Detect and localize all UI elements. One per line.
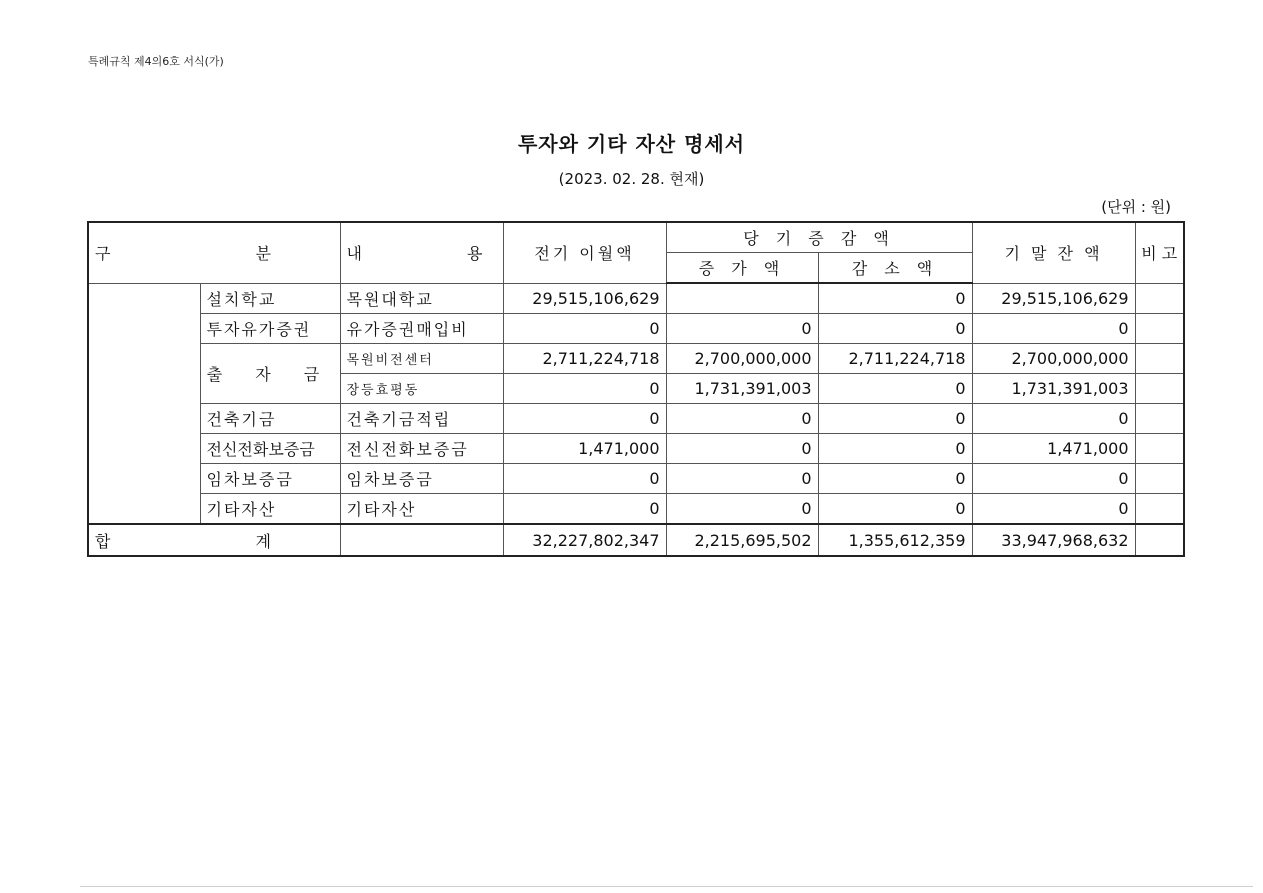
total-content	[340, 524, 503, 556]
row-category: 전신전화보증금	[200, 434, 340, 464]
row-category: 투자유가증권	[200, 314, 340, 344]
row-remarks	[1135, 464, 1184, 494]
table-row	[88, 283, 1184, 314]
form-label: 특례규칙 제4의6호 서식(가)	[88, 55, 224, 68]
row-decrease: 0	[818, 404, 972, 434]
row-increase: 1,731,391,003	[666, 374, 818, 404]
row-increase: 0	[666, 434, 818, 464]
row-category: 출 자 금	[200, 344, 340, 404]
table-row	[88, 344, 1184, 374]
row-category: 설치학교	[200, 283, 340, 314]
table-row	[88, 464, 1184, 494]
row-remarks	[1135, 374, 1184, 404]
header-row-top	[88, 222, 1184, 253]
header-remarks: 비 고	[1135, 222, 1184, 283]
document-title: 투자와 기타 자산 명세서	[517, 132, 746, 156]
row-remarks	[1135, 344, 1184, 374]
header-change: 당 기 증 감 액	[666, 222, 972, 253]
row-decrease: 0	[818, 464, 972, 494]
total-increase: 2,215,695,502	[666, 524, 818, 556]
header-ending: 기 말 잔 액	[972, 222, 1135, 283]
row-content: 목원비전센터	[340, 344, 503, 374]
row-ending: 0	[972, 404, 1135, 434]
header-increase: 증 가 액	[666, 253, 818, 284]
row-content: 장등효평동	[340, 374, 503, 404]
row-remarks	[1135, 494, 1184, 525]
row-increase: 0	[666, 494, 818, 525]
row-prior: 0	[503, 464, 666, 494]
row-prior: 0	[503, 494, 666, 525]
row-increase: 0	[666, 404, 818, 434]
row-increase	[666, 283, 818, 314]
row-prior: 0	[503, 314, 666, 344]
row-category: 기타자산	[200, 494, 340, 525]
row-content: 유가증권매입비	[340, 314, 503, 344]
header-content: 내 용	[340, 222, 503, 283]
total-decrease: 1,355,612,359	[818, 524, 972, 556]
row-decrease: 0	[818, 374, 972, 404]
total-prior: 32,227,802,347	[503, 524, 666, 556]
row-prior: 2,711,224,718	[503, 344, 666, 374]
row-remarks	[1135, 434, 1184, 464]
row-remarks	[1135, 404, 1184, 434]
category-spacer	[88, 283, 200, 524]
total-row	[88, 524, 1184, 556]
total-label: 합 계	[88, 524, 340, 556]
header-prior: 전기 이월액	[503, 222, 666, 283]
total-remarks	[1135, 524, 1184, 556]
row-increase: 0	[666, 464, 818, 494]
table-row	[88, 434, 1184, 464]
row-remarks	[1135, 283, 1184, 314]
row-ending: 0	[972, 464, 1135, 494]
row-category: 건축기금	[200, 404, 340, 434]
row-ending: 1,471,000	[972, 434, 1135, 464]
row-category: 임차보증금	[200, 464, 340, 494]
row-increase: 2,700,000,000	[666, 344, 818, 374]
row-content: 전신전화보증금	[340, 434, 503, 464]
page-bottom-rule	[80, 886, 1253, 887]
row-ending: 0	[972, 314, 1135, 344]
row-prior: 29,515,106,629	[503, 283, 666, 314]
row-decrease: 2,711,224,718	[818, 344, 972, 374]
total-ending: 33,947,968,632	[972, 524, 1135, 556]
row-content: 목원대학교	[340, 283, 503, 314]
header-category: 구 분	[88, 222, 340, 283]
row-content: 임차보증금	[340, 464, 503, 494]
unit-label: (단위 : 원)	[1101, 198, 1171, 216]
row-prior: 0	[503, 404, 666, 434]
row-prior: 0	[503, 374, 666, 404]
row-ending: 1,731,391,003	[972, 374, 1135, 404]
row-decrease: 0	[818, 283, 972, 314]
asset-statement-table	[87, 221, 1185, 557]
as-of-date: (2023. 02. 28. 현재)	[558, 170, 705, 188]
row-increase: 0	[666, 314, 818, 344]
table-row	[88, 314, 1184, 344]
row-decrease: 0	[818, 314, 972, 344]
row-content: 기타자산	[340, 494, 503, 525]
row-ending: 29,515,106,629	[972, 283, 1135, 314]
row-remarks	[1135, 314, 1184, 344]
row-prior: 1,471,000	[503, 434, 666, 464]
table-row	[88, 404, 1184, 434]
row-ending: 2,700,000,000	[972, 344, 1135, 374]
row-content: 건축기금적립	[340, 404, 503, 434]
row-ending: 0	[972, 494, 1135, 525]
table-row	[88, 494, 1184, 525]
row-decrease: 0	[818, 494, 972, 525]
header-decrease: 감 소 액	[818, 253, 972, 284]
row-decrease: 0	[818, 434, 972, 464]
